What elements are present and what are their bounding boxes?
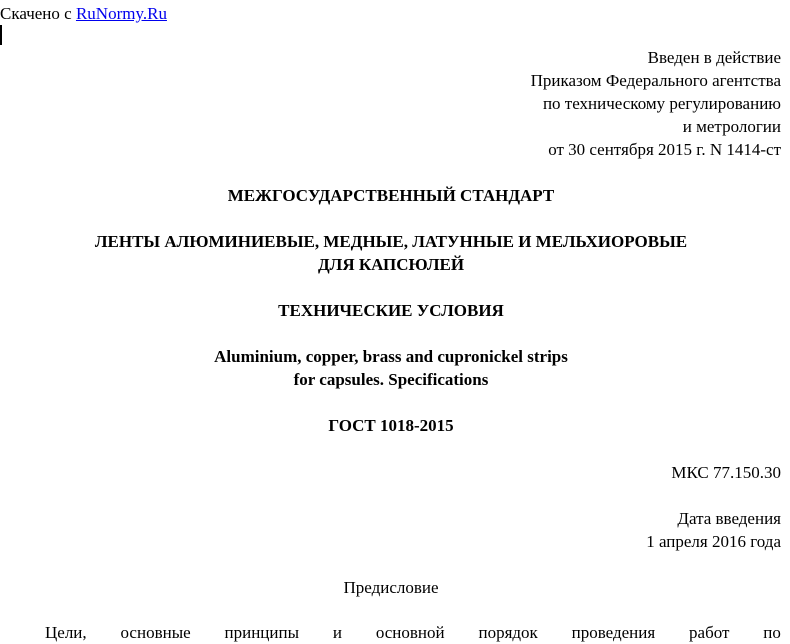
english-title-line: for capsules. Specifications [293, 370, 489, 389]
preface-heading [0, 576, 782, 599]
standard-type: МЕЖГОСУДАРСТВЕННЫЙ СТАНДАРТ [227, 186, 555, 205]
standard-code-heading [0, 414, 782, 437]
english-title-line: Aluminium, copper, brass and cupronickel strips [214, 347, 568, 366]
source-line [0, 2, 167, 25]
body-word: основные [120, 623, 191, 642]
source-prefix: Скачено с [0, 4, 76, 23]
introduction-date-block [646, 507, 781, 553]
standard-type-heading [0, 184, 782, 207]
enactment-line: Введен в действие [647, 48, 781, 67]
document-title [0, 230, 782, 276]
source-link[interactable]: RuNormy.Ru [75, 4, 167, 23]
date-label: Дата введения [677, 509, 781, 528]
text-cursor [0, 25, 2, 45]
enactment-line: Приказом Федерального агентства [530, 71, 781, 90]
enactment-line: и метрологии [682, 117, 781, 136]
body-word: принципы [224, 623, 300, 642]
preface-title: Предисловие [343, 578, 439, 597]
title-line: ДЛЯ КАПСЮЛЕЙ [317, 255, 465, 274]
subtitle-heading [0, 299, 782, 322]
body-word: работ [689, 623, 730, 642]
body-word: Цели, [45, 623, 87, 642]
title-line: ЛЕНТЫ АЛЮМИНИЕВЫЕ, МЕДНЫЕ, ЛАТУННЫЕ И МЕЛЬХИОРОВЫЕ [94, 232, 688, 251]
enactment-block [531, 46, 781, 161]
mks-block [671, 461, 781, 484]
standard-code: ГОСТ 1018-2015 [328, 416, 454, 435]
body-word: проведения [571, 623, 656, 642]
subtitle: ТЕХНИЧЕСКИЕ УСЛОВИЯ [278, 301, 504, 320]
enactment-line: по техническому регулированию [542, 94, 781, 113]
english-title [0, 345, 782, 391]
mks-code: МКС 77.150.30 [671, 463, 781, 482]
body-word: по [763, 623, 781, 642]
date-value: 1 апреля 2016 года [646, 532, 781, 551]
body-word: и [332, 623, 342, 642]
body-word: порядок [478, 623, 538, 642]
enactment-line: от 30 сентября 2015 г. N 1414-ст [548, 140, 781, 159]
body-word: основной [375, 623, 445, 642]
